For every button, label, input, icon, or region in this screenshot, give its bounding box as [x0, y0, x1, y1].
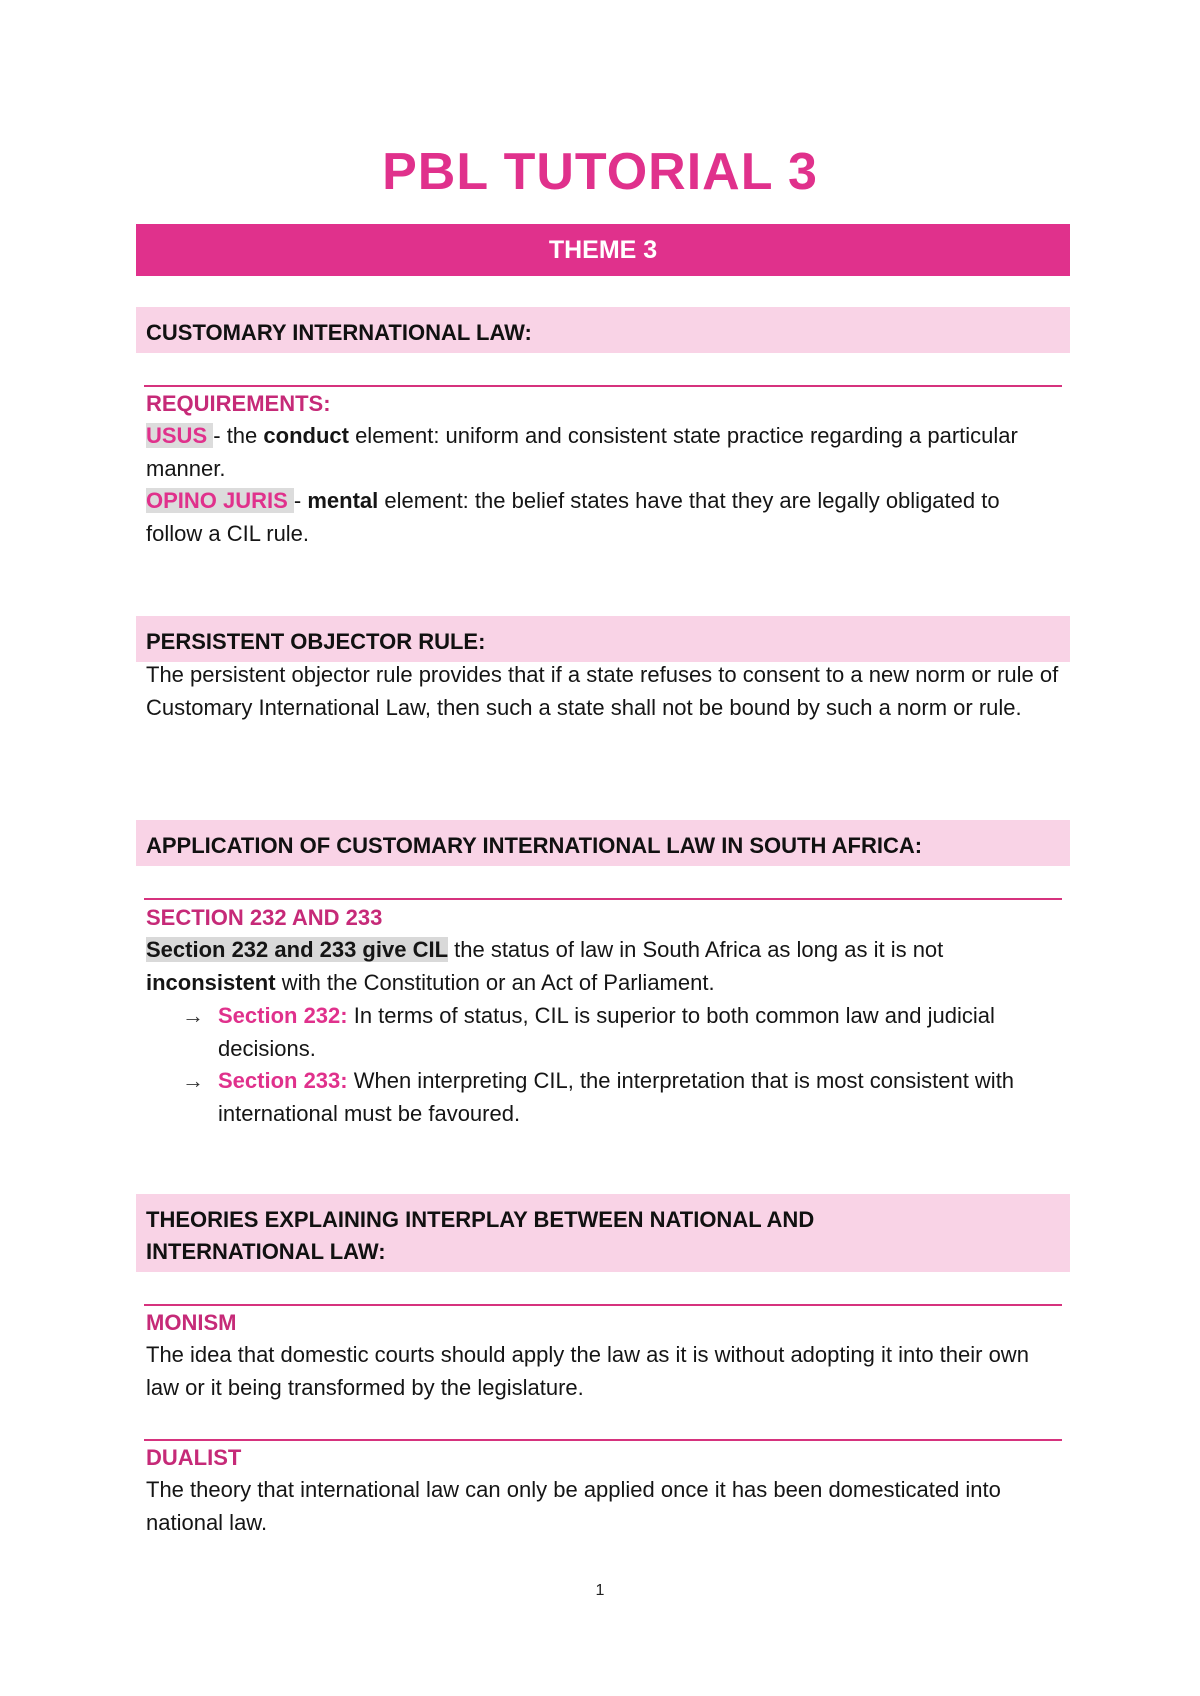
- opino-juris-paragraph: OPINO JURIS - mental element: the belief states have that they are legally obligated to follow a CIL rule.: [146, 488, 1000, 546]
- monism-paragraph: The idea that domestic courts should apply the law as it is without adopting it into their own law or it being transformed by the legislature.: [146, 1342, 1029, 1400]
- divider-rule: [144, 898, 1062, 900]
- theme-banner: THEME 3: [136, 224, 1070, 276]
- section-232-233-label: SECTION 232 AND 233: [146, 905, 383, 930]
- document-title: PBL TUTORIAL 3: [382, 143, 818, 201]
- monism-label: MONISM: [146, 1310, 237, 1335]
- section-233-label: Section 233:: [218, 1068, 348, 1093]
- section-heading-application-text: APPLICATION OF CUSTOMARY INTERNATIONAL LAW IN SOUTH AFRICA:: [146, 833, 923, 858]
- section-232-233-paragraph: Section 232 and 233 give CIL the status of law in South Africa as long as it is not inconsistent with the Constitution or an Act of Parliament.: [146, 937, 944, 995]
- arrow-right-icon: →: [182, 1068, 204, 1093]
- usus-term: USUS: [146, 423, 214, 448]
- section-232-233-highlight: Section 232 and 233 give CIL: [146, 937, 449, 962]
- opino-juris-term: OPINO JURIS: [146, 488, 294, 513]
- dualist-label: DUALIST: [146, 1445, 242, 1470]
- section-heading-cil: [136, 307, 1070, 353]
- list-item: → Section 233: When interpreting CIL, the interpretation that is most consistent with international must be favoured.: [182, 1065, 1062, 1130]
- divider-rule: [144, 1304, 1062, 1306]
- section-232-label: Section 232:: [218, 1003, 348, 1028]
- section-heading-persistent-objector: [136, 616, 1070, 662]
- arrow-right-icon: →: [182, 1003, 204, 1028]
- list-item: → Section 232: In terms of status, CIL is superior to both common law and judicial decisions.: [182, 1000, 1062, 1065]
- section-heading-theories-line1: THEORIES EXPLAINING INTERPLAY BETWEEN NATIONAL AND: [146, 1207, 815, 1232]
- usus-paragraph: USUS - the conduct element: uniform and consistent state practice regarding a particular manner.: [146, 423, 1018, 481]
- section-heading-theories-line2: INTERNATIONAL LAW:: [146, 1239, 386, 1264]
- divider-rule: [144, 1439, 1062, 1441]
- section-heading-persistent-objector-text: PERSISTENT OBJECTOR RULE:: [146, 629, 486, 654]
- section-heading-application: [136, 820, 1070, 866]
- requirements-label: REQUIREMENTS:: [146, 391, 331, 416]
- section-heading-theories: [136, 1194, 1070, 1272]
- divider-rule: [144, 385, 1062, 387]
- section-heading-cil-text: CUSTOMARY INTERNATIONAL LAW:: [146, 320, 532, 345]
- page-number: 1: [595, 1582, 605, 1599]
- persistent-objector-paragraph: The persistent objector rule provides that if a state refuses to consent to a new norm or rule of Customary International Law, then such a state shall not be bound by such a norm or rule.: [146, 662, 1059, 720]
- dualist-paragraph: The theory that international law can only be applied once it has been domesticated into national law.: [146, 1477, 1001, 1535]
